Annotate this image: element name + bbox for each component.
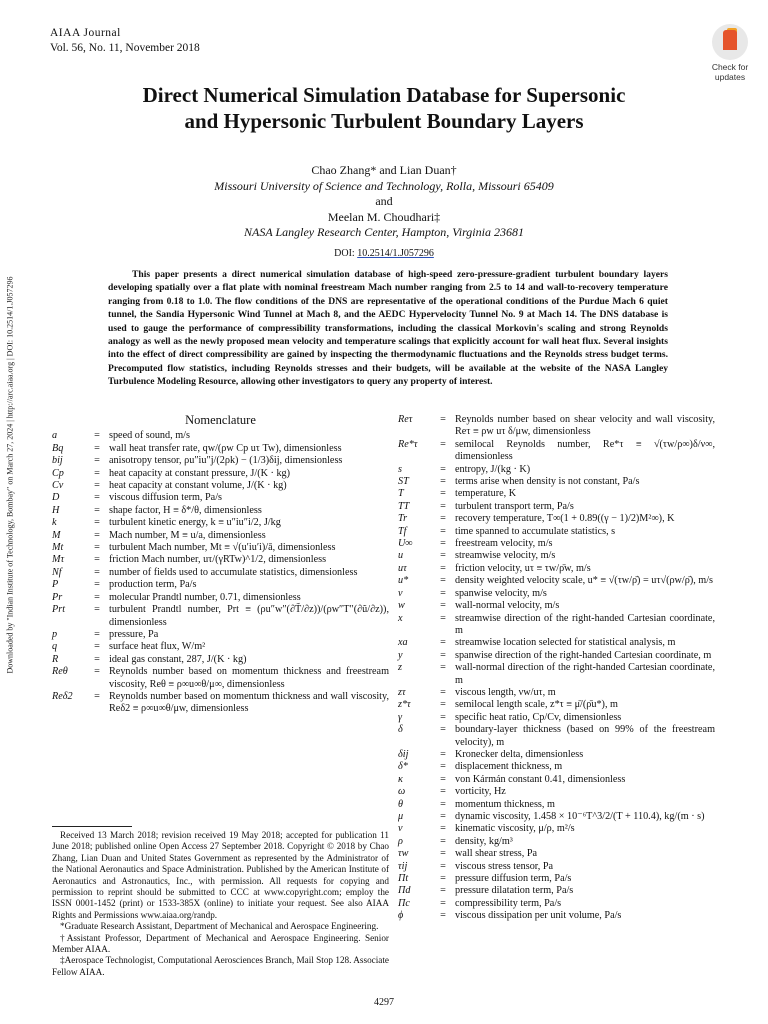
- journal-volume: Vol. 56, No. 11, November 2018: [50, 42, 200, 54]
- nomenclature-entry: [398, 588, 715, 600]
- nomenclature-symbol: TT: [398, 500, 410, 512]
- nomenclature-symbol: Mt: [52, 542, 64, 554]
- equals-sign: =: [94, 690, 100, 702]
- nomenclature-entry: [398, 687, 715, 699]
- nomenclature-symbol: p: [52, 628, 58, 640]
- equals-sign: =: [94, 604, 100, 616]
- equals-sign: =: [440, 823, 446, 835]
- equals-sign: =: [94, 653, 100, 665]
- equals-sign: =: [440, 686, 446, 698]
- nomenclature-entry: [52, 542, 389, 554]
- nomenclature-definition: Reynolds number based on momentum thickness and freestream viscosity, Reθ ≡ ρ∞u∞θ/μ∞, dimensionless: [109, 666, 389, 690]
- nomenclature-symbol: τij: [398, 860, 408, 872]
- equals-sign: =: [440, 848, 446, 860]
- equals-sign: =: [440, 885, 446, 897]
- nomenclature-symbol: τw: [398, 848, 409, 860]
- equals-sign: =: [440, 562, 446, 574]
- nomenclature-definition: time spanned to accumulate statistics, s: [455, 525, 616, 537]
- nomenclature-entry: [398, 836, 715, 848]
- equals-sign: =: [440, 662, 446, 674]
- equals-sign: =: [440, 500, 446, 512]
- nomenclature-symbol: Πc: [398, 897, 410, 909]
- affiliation-1: Missouri University of Science and Technology, Rolla, Missouri 65409: [214, 178, 554, 193]
- nomenclature-symbol: ω: [398, 786, 406, 798]
- nomenclature-definition: viscous length, νw/uτ, m: [455, 686, 556, 698]
- nomenclature-definition: ideal gas constant, 287, J/(K · kg): [109, 653, 247, 665]
- equals-sign: =: [440, 488, 446, 500]
- doi-line: [60, 248, 708, 259]
- nomenclature-definition: friction Mach number, uτ/(γRTw)^1/2, dimensionless: [109, 554, 327, 566]
- nomenclature-definition: molecular Prandtl number, 0.71, dimensionless: [109, 591, 301, 603]
- doi-link[interactable]: 10.2514/1.J057296: [357, 248, 434, 259]
- nomenclature-entry: [398, 885, 715, 897]
- equals-sign: =: [440, 761, 446, 773]
- equals-sign: =: [94, 442, 100, 454]
- nomenclature-entry: [52, 641, 389, 653]
- nomenclature-entry: [398, 501, 715, 513]
- nomenclature-entry: [398, 749, 715, 761]
- nomenclature-entry: [398, 848, 715, 860]
- nomenclature-definition: wall heat transfer rate, qw/(ρw Cp uτ Tw), dimensionless: [109, 442, 342, 454]
- nomenclature-definition: turbulent Mach number, Mt ≡ √(u′iu′i)/ā, dimensionless: [109, 542, 336, 554]
- nomenclature-symbol: θ: [398, 798, 404, 810]
- received-note: Received 13 March 2018; revision received 19 May 2018; accepted for publication 11 June 2018; published online Open Access 27 September 2018. Copyright © 2018 by Chao Zhang, Lian Duan and United States Government as represented by the Administrator of the National Aeronautics and Space Administration. Published by the American Institute of Aeronautics and Astronautics, Inc., with permission. All requests for copying and permission to reprint should be submitted to CCC at www.copyright.com; employ the ISSN 0001-1452 (print) or 1533-385X (online) to initiate your request. See also AIAA Rights and Permissions www.aiaa.org/randp.: [52, 830, 389, 920]
- footnote-2: †Assistant Professor, Department of Mechanical and Aerospace Engineering. Senior Member AIAA.: [52, 932, 389, 955]
- authors-line-2: Meelan M. Choudhari‡: [327, 209, 441, 224]
- nomenclature-definition: pressure diffusion term, Pa/s: [455, 873, 572, 885]
- nomenclature-symbol: U∞: [398, 538, 413, 550]
- nomenclature-entry: [398, 538, 715, 550]
- equals-sign: =: [440, 835, 446, 847]
- nomenclature-left-column: [52, 414, 389, 716]
- nomenclature-symbol: T: [398, 488, 404, 500]
- equals-sign: =: [440, 637, 446, 649]
- equals-sign: =: [94, 467, 100, 479]
- equals-sign: =: [440, 773, 446, 785]
- nomenclature-entry: [398, 786, 715, 798]
- equals-sign: =: [440, 811, 446, 822]
- equals-sign: =: [440, 525, 446, 537]
- nomenclature-entry: [52, 517, 389, 529]
- nomenclature-definition: number of fields used to accumulate statistics, dimensionless: [109, 566, 358, 578]
- nomenclature-heading: Nomenclature: [185, 413, 256, 427]
- equals-sign: =: [94, 641, 100, 653]
- nomenclature-definition: heat capacity at constant volume, J/(K · kg): [109, 480, 287, 492]
- nomenclature-definition: Mach number, M ≡ u/a, dimensionless: [109, 529, 266, 541]
- nomenclature-symbol: k: [52, 517, 57, 529]
- journal-name: AIAA Journal: [50, 27, 121, 39]
- nomenclature-symbol: R: [52, 653, 59, 665]
- nomenclature-symbol: Reτ: [398, 414, 413, 425]
- nomenclature-entry: [398, 464, 715, 476]
- footnote-rule: [52, 826, 132, 827]
- equals-sign: =: [94, 666, 100, 678]
- equals-sign: =: [440, 612, 446, 624]
- nomenclature-entry: [398, 699, 715, 711]
- nomenclature-symbol: Re*τ: [398, 438, 418, 450]
- nomenclature-definition: compressibility term, Pa/s: [455, 897, 562, 909]
- nomenclature-definition: speed of sound, m/s: [109, 430, 190, 442]
- nomenclature-definition: pressure, Pa: [109, 628, 159, 640]
- equals-sign: =: [94, 480, 100, 492]
- nomenclature-symbol: Bq: [52, 442, 64, 454]
- doi-label: DOI:: [334, 248, 355, 259]
- nomenclature-definition: kinematic viscosity, μ/ρ, m²/s: [455, 823, 575, 835]
- nomenclature-entry: [398, 712, 715, 724]
- nomenclature-entry: [52, 530, 389, 542]
- equals-sign: =: [440, 897, 446, 909]
- nomenclature-definition: streamwise velocity, m/s: [455, 550, 556, 562]
- nomenclature-entry: [398, 823, 715, 835]
- equals-sign: =: [94, 430, 100, 442]
- nomenclature-entry: [398, 910, 715, 922]
- nomenclature-definition: turbulent Prandtl number, Prt ≡ (ρu″w″(∂T̃/∂z))/(ρw″T″(∂ũ/∂z)), dimensionless: [109, 604, 389, 628]
- nomenclature-symbol: u*: [398, 575, 409, 587]
- equals-sign: =: [440, 538, 446, 550]
- nomenclature-symbol: xa: [398, 637, 408, 649]
- nomenclature-definition: dynamic viscosity, 1.458 × 10⁻⁶T^3/2/(T + 110.4), kg/(m · s): [455, 811, 705, 822]
- nomenclature-symbol: x: [398, 612, 403, 624]
- nomenclature-entry: [398, 575, 715, 587]
- nomenclature-symbol: Prt: [52, 604, 66, 616]
- nomenclature-definition: streamwise direction of the right-handed Cartesian coordinate, m: [455, 612, 715, 636]
- nomenclature-entry: [398, 526, 715, 538]
- nomenclature-symbol: q: [52, 641, 58, 653]
- equals-sign: =: [94, 591, 100, 603]
- equals-sign: =: [94, 455, 100, 467]
- nomenclature-definition: turbulent transport term, Pa/s: [455, 500, 574, 512]
- nomenclature-symbol: ϕ: [398, 910, 404, 922]
- nomenclature-definition: displacement thickness, m: [455, 761, 563, 773]
- nomenclature-symbol: Nf: [52, 566, 62, 578]
- equals-sign: =: [440, 476, 446, 488]
- nomenclature-entry: [398, 513, 715, 525]
- authors-line-1: Chao Zhang* and Lian Duan†: [311, 163, 457, 177]
- nomenclature-symbol: δij: [398, 748, 409, 760]
- nomenclature-definition: friction velocity, uτ ≡ τw/ρ̄w, m/s: [455, 562, 591, 574]
- nomenclature-definition: viscous stress tensor, Pa: [455, 860, 554, 872]
- journal-header: [50, 26, 200, 56]
- equals-sign: =: [94, 504, 100, 516]
- equals-sign: =: [440, 587, 446, 599]
- nomenclature-symbol: w: [398, 600, 405, 612]
- nomenclature-definition: anisotropy tensor, ρu″iu″j/(2ρk) − (1/3)δij, dimensionless: [109, 455, 343, 467]
- nomenclature-symbol: Πd: [398, 885, 411, 897]
- nomenclature-entry: [398, 861, 715, 873]
- nomenclature-entry: [398, 414, 715, 439]
- nomenclature-entry: [398, 724, 715, 749]
- nomenclature-definition: spanwise direction of the right-handed Cartesian coordinate, m: [455, 649, 712, 661]
- nomenclature-entry: [52, 567, 389, 579]
- nomenclature-entry: [52, 443, 389, 455]
- equals-sign: =: [440, 748, 446, 760]
- authors-and: and: [375, 194, 393, 209]
- equals-sign: =: [94, 542, 100, 554]
- nomenclature-entry: [398, 873, 715, 885]
- nomenclature-entry: [398, 898, 715, 910]
- nomenclature-symbol: Tr: [398, 513, 408, 525]
- nomenclature-entry: [52, 654, 389, 666]
- nomenclature-definition: Kronecker delta, dimensionless: [455, 748, 584, 760]
- nomenclature-entry: [398, 774, 715, 786]
- nomenclature-entry: [398, 650, 715, 662]
- badge-line2: updates: [714, 72, 746, 82]
- nomenclature-definition: wall-normal direction of the right-handed Cartesian coordinate, m: [455, 662, 715, 686]
- nomenclature-entry: [398, 600, 715, 612]
- equals-sign: =: [440, 600, 446, 612]
- nomenclature-symbol: Reθ: [52, 666, 68, 678]
- nomenclature-definition: semilocal length scale, z*τ ≡ μ̄/(ρ̄u*), m: [455, 699, 618, 711]
- nomenclature-definition: temperature, K: [455, 488, 517, 500]
- nomenclature-symbol: y: [398, 649, 403, 661]
- equals-sign: =: [94, 554, 100, 566]
- nomenclature-entry: [398, 563, 715, 575]
- footnote-1: *Graduate Research Assistant, Department of Mechanical and Aerospace Engineering.: [60, 921, 379, 932]
- equals-sign: =: [440, 860, 446, 872]
- nomenclature-entry: [52, 430, 389, 442]
- nomenclature-entry: [52, 579, 389, 591]
- nomenclature-symbol: μ: [398, 811, 404, 822]
- equals-sign: =: [440, 786, 446, 798]
- nomenclature-symbol: Pr: [52, 591, 63, 603]
- nomenclature-definition: viscous diffusion term, Pa/s: [109, 492, 223, 504]
- nomenclature-definition: von Kármán constant 0.41, dimensionless: [455, 773, 626, 785]
- nomenclature-definition: momentum thickness, m: [455, 798, 555, 810]
- nomenclature-symbol: Mτ: [52, 554, 65, 566]
- nomenclature-definition: surface heat flux, W/m²: [109, 641, 206, 653]
- nomenclature-definition: streamwise location selected for statistical analysis, m: [455, 637, 676, 649]
- nomenclature-symbol: ρ: [398, 835, 403, 847]
- nomenclature-entry: [52, 468, 389, 480]
- footnotes: [52, 826, 389, 978]
- nomenclature-entry: [52, 480, 389, 492]
- nomenclature-symbol: δ*: [398, 761, 408, 773]
- title-line-1: Direct Numerical Simulation Database for Supersonic: [142, 83, 626, 107]
- nomenclature-definition: shape factor, H ≡ δ*/θ, dimensionless: [109, 504, 262, 516]
- equals-sign: =: [440, 910, 446, 922]
- nomenclature-entry: [398, 476, 715, 488]
- equals-sign: =: [440, 438, 446, 450]
- nomenclature-symbol: Πt: [398, 873, 409, 885]
- nomenclature-definition: wall-normal velocity, m/s: [455, 600, 560, 612]
- nomenclature-definition: boundary-layer thickness (based on 99% of the freestream velocity), m: [455, 724, 715, 748]
- page-number: 4297: [374, 997, 394, 1008]
- crossmark-icon: [712, 24, 748, 60]
- nomenclature-symbol: z*τ: [398, 699, 411, 711]
- nomenclature-entry: [398, 811, 715, 823]
- nomenclature-entry: [398, 550, 715, 562]
- download-sidebar: Downloaded by "Indian Institute of Technology, Bombay" on March 27, 2024 | http://arc.aiaa.org | DOI: 10.2514/1.J057296: [5, 276, 15, 674]
- equals-sign: =: [94, 529, 100, 541]
- nomenclature-symbol: κ: [398, 773, 403, 785]
- nomenclature-definition: heat capacity at constant pressure, J/(K · kg): [109, 467, 291, 479]
- nomenclature-symbol: zτ: [398, 686, 406, 698]
- equals-sign: =: [94, 579, 100, 591]
- title-line-2: and Hypersonic Turbulent Boundary Layers: [184, 109, 584, 133]
- equals-sign: =: [440, 724, 446, 736]
- equals-sign: =: [440, 649, 446, 661]
- nomenclature-definition: density, kg/m³: [455, 835, 513, 847]
- equals-sign: =: [440, 550, 446, 562]
- nomenclature-entry: [398, 799, 715, 811]
- nomenclature-entry: [52, 666, 389, 691]
- nomenclature-definition: vorticity, Hz: [455, 786, 506, 798]
- nomenclature-definition: terms arise when density is not constant, Pa/s: [455, 476, 640, 488]
- nomenclature-definition: viscous dissipation per unit volume, Pa/s: [455, 910, 622, 922]
- equals-sign: =: [440, 414, 446, 425]
- check-for-updates-badge[interactable]: [704, 24, 756, 86]
- nomenclature-entry: [52, 492, 389, 504]
- nomenclature-entry: [52, 604, 389, 629]
- nomenclature-entry: [52, 505, 389, 517]
- nomenclature-definition: production term, Pa/s: [109, 579, 197, 591]
- nomenclature-right-column: [398, 414, 715, 923]
- nomenclature-entry: [398, 662, 715, 687]
- equals-sign: =: [440, 699, 446, 711]
- nomenclature-symbol: a: [52, 430, 58, 442]
- nomenclature-symbol: ν: [398, 823, 403, 835]
- nomenclature-definition: pressure dilatation term, Pa/s: [455, 885, 574, 897]
- nomenclature-entry: [52, 691, 389, 716]
- nomenclature-symbol: bij: [52, 455, 63, 467]
- nomenclature-entry: [52, 554, 389, 566]
- nomenclature-symbol: δ: [398, 724, 403, 736]
- affiliation-2: NASA Langley Research Center, Hampton, Virginia 23681: [244, 225, 524, 240]
- nomenclature-symbol: Cv: [52, 480, 64, 492]
- nomenclature-symbol: γ: [398, 711, 403, 723]
- nomenclature-symbol: Tf: [398, 525, 407, 537]
- equals-sign: =: [440, 513, 446, 525]
- nomenclature-definition: recovery temperature, T∞(1 + 0.89((γ − 1)/2)M²∞), K: [455, 513, 675, 525]
- nomenclature-symbol: v: [398, 587, 403, 599]
- nomenclature-definition: semilocal Reynolds number, Re*τ ≡ √(τw/ρ∞)δ/ν∞, dimensionless: [455, 438, 715, 463]
- nomenclature-entry: [52, 455, 389, 467]
- badge-line1: Check for: [711, 62, 749, 72]
- nomenclature-entry: [52, 629, 389, 641]
- equals-sign: =: [94, 628, 100, 640]
- author-block: [60, 163, 708, 241]
- nomenclature-symbol: D: [52, 492, 60, 504]
- nomenclature-entry: [398, 613, 715, 638]
- nomenclature-entry: [52, 592, 389, 604]
- footnote-3: ‡Aerospace Technologist, Computational Aerosciences Branch, Mail Stop 128. Associate Fellow AIAA.: [52, 955, 389, 977]
- nomenclature-definition: Reynolds number based on momentum thickness and wall viscosity, Reδ2 ≡ ρ∞u∞θ/μw, dimensionless: [109, 690, 389, 715]
- nomenclature-symbol: Reδ2: [52, 690, 73, 702]
- paper-title: [60, 82, 708, 134]
- equals-sign: =: [94, 517, 100, 529]
- nomenclature-definition: freestream velocity, m/s: [455, 538, 553, 550]
- nomenclature-definition: density weighted velocity scale, u* ≡ √(τw/ρ̄) = uτ√(ρw/ρ̄), m/s: [455, 575, 714, 587]
- equals-sign: =: [440, 463, 446, 475]
- equals-sign: =: [94, 492, 100, 504]
- nomenclature-symbol: u: [398, 550, 404, 562]
- nomenclature-symbol: z: [398, 662, 402, 674]
- nomenclature-symbol: H: [52, 504, 60, 516]
- abstract: This paper presents a direct numerical simulation database of high-speed zero-pressure-gradient turbulent boundary layers developing spatially over a flat plate with nominal freestream Mach number ranging from 2.5 to 14 and wall-to-recovery temperature ranging from 0.18 to 1.0. The flow conditions of the DNS are representative of the operational conditions of the Purdue Mach 6 quiet tunnel, the Sandia Hypersonic Wind Tunnel at Mach 8, and the AEDC Hypervelocity Tunnel No. 9 at Mach 14. The DNS database is used to gauge the performance of compressibility transformations, including the classical Morkovin's scaling and strong Reynolds analogy as well as the newly proposed mean velocity and temperature scalings that explicitly account for wall heat flux. Several insights into the effect of direct compressibility are gained by inspecting the thermodynamic fluctuations and the Reynolds stress budget terms. Precomputed flow statistics, including Reynolds stresses and their budgets, will be available at the website of the NASA Langley Turbulence Modeling Resource, allowing other investigators to query any property of interest.: [108, 269, 668, 388]
- nomenclature-definition: wall shear stress, Pa: [455, 848, 538, 860]
- nomenclature-symbol: s: [398, 463, 402, 475]
- equals-sign: =: [440, 798, 446, 810]
- nomenclature-definition: spanwise velocity, m/s: [455, 587, 547, 599]
- nomenclature-symbol: ST: [398, 476, 409, 488]
- nomenclature-definition: entropy, J/(kg · K): [455, 463, 531, 475]
- nomenclature-definition: specific heat ratio, Cp/Cv, dimensionless: [455, 711, 622, 723]
- nomenclature-definition: turbulent kinetic energy, k ≡ u″iu″i/2, J/kg: [109, 517, 281, 529]
- nomenclature-entry: [398, 637, 715, 649]
- equals-sign: =: [440, 711, 446, 723]
- equals-sign: =: [440, 873, 446, 885]
- nomenclature-entry: [398, 439, 715, 464]
- nomenclature-entry: [398, 761, 715, 773]
- nomenclature-symbol: M: [52, 529, 61, 541]
- nomenclature-symbol: uτ: [398, 562, 407, 574]
- nomenclature-entry: [398, 488, 715, 500]
- nomenclature-definition: Reynolds number based on shear velocity and wall viscosity, Reτ ≡ ρw uτ δ/μw, dimensionless: [455, 414, 715, 438]
- equals-sign: =: [94, 566, 100, 578]
- nomenclature-symbol: Cp: [52, 467, 64, 479]
- equals-sign: =: [440, 575, 446, 587]
- nomenclature-symbol: P: [52, 579, 59, 591]
